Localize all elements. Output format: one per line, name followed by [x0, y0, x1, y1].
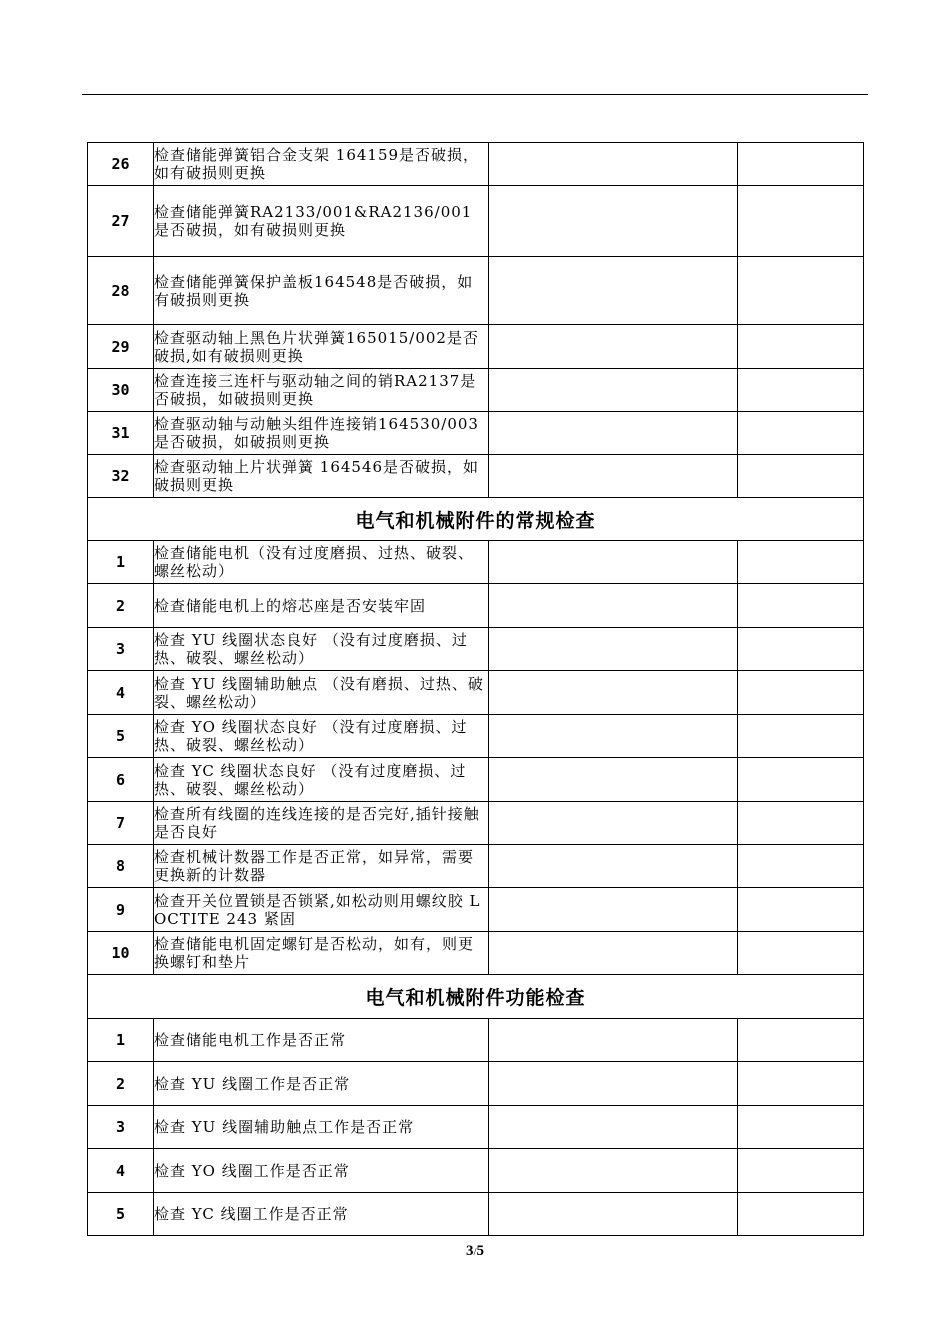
row-number: 27: [88, 186, 154, 257]
section-header-row: [88, 975, 864, 1019]
row-description: 检查储能弹簧RA2133/001&RA2136/001是否破损，如有破损则更换: [154, 186, 489, 257]
result-cell: [489, 541, 738, 584]
result-cell: [489, 1193, 738, 1236]
row-description: 检查 YC 线圈状态良好 （没有过度磨损、过热、破裂、螺丝松动）: [154, 758, 489, 802]
row-description: 检查开关位置锁是否锁紧,如松动则用螺纹胶 LOCTITE 243 紧固: [154, 888, 489, 932]
result-cell: [489, 1106, 738, 1149]
row-description: 检查 YU 线圈状态良好 （没有过度磨损、过热、破裂、螺丝松动）: [154, 628, 489, 671]
table-row: [88, 802, 864, 845]
result-cell: [489, 1149, 738, 1193]
result-cell: [489, 1019, 738, 1062]
row-number: 2: [88, 1062, 154, 1106]
result-cell: [489, 584, 738, 628]
table-row: [88, 1062, 864, 1106]
row-description: 检查连接三连杆与驱动轴之间的销RA2137是否破损，如破损则更换: [154, 369, 489, 412]
row-description: 检查储能电机上的熔芯座是否安装牢固: [154, 584, 489, 628]
result-cell: [489, 186, 738, 257]
page-current: 3: [465, 1243, 474, 1259]
row-number: 1: [88, 1019, 154, 1062]
header-rule: [82, 94, 868, 95]
row-description: 检查 YU 线圈辅助触点 （没有磨损、过热、破裂、螺丝松动）: [154, 671, 489, 715]
row-number: 4: [88, 671, 154, 715]
remark-cell: [738, 1193, 864, 1236]
remark-cell: [738, 186, 864, 257]
row-description: 检查 YO 线圈工作是否正常: [154, 1149, 489, 1193]
result-cell: [489, 758, 738, 802]
remark-cell: [738, 412, 864, 455]
table-row: [88, 455, 864, 498]
row-number: 10: [88, 932, 154, 975]
table-row: [88, 1149, 864, 1193]
section-title: 电气和机械附件功能检查: [88, 975, 864, 1019]
result-cell: [489, 455, 738, 498]
remark-cell: [738, 758, 864, 802]
remark-cell: [738, 715, 864, 758]
table-row: [88, 257, 864, 325]
table-row: [88, 628, 864, 671]
result-cell: [489, 802, 738, 845]
result-cell: [489, 257, 738, 325]
row-number: 3: [88, 628, 154, 671]
remark-cell: [738, 671, 864, 715]
table-row: [88, 143, 864, 186]
inspection-table: [87, 142, 864, 1236]
result-cell: [489, 325, 738, 369]
remark-cell: [738, 1149, 864, 1193]
result-cell: [489, 143, 738, 186]
row-description: 检查储能弹簧铝合金支架 164159是否破损，如有破损则更换: [154, 143, 489, 186]
remark-cell: [738, 628, 864, 671]
result-cell: [489, 845, 738, 888]
row-description: 检查储能弹簧保护盖板164548是否破损，如有破损则更换: [154, 257, 489, 325]
result-cell: [489, 932, 738, 975]
row-description: 检查储能电机工作是否正常: [154, 1019, 489, 1062]
row-number: 6: [88, 758, 154, 802]
remark-cell: [738, 584, 864, 628]
remark-cell: [738, 845, 864, 888]
result-cell: [489, 628, 738, 671]
table-row: [88, 186, 864, 257]
page-separator: /: [473, 1246, 477, 1258]
row-description: 检查驱动轴上片状弹簧 164546是否破损，如破损则更换: [154, 455, 489, 498]
row-number: 30: [88, 369, 154, 412]
table-row: [88, 584, 864, 628]
remark-cell: [738, 325, 864, 369]
remark-cell: [738, 802, 864, 845]
result-cell: [489, 1062, 738, 1106]
section-header-row: [88, 498, 864, 541]
row-description: 检查驱动轴与动触头组件连接销164530/003是否破损，如破损则更换: [154, 412, 489, 455]
row-number: 8: [88, 845, 154, 888]
table-row: [88, 369, 864, 412]
remark-cell: [738, 455, 864, 498]
result-cell: [489, 888, 738, 932]
row-description: 检查所有线圈的连线连接的是否完好,插针接触是否良好: [154, 802, 489, 845]
row-description: 检查 YO 线圈状态良好 （没有过度磨损、过热、破裂、螺丝松动）: [154, 715, 489, 758]
remark-cell: [738, 143, 864, 186]
row-description: 检查机械计数器工作是否正常，如异常，需要更换新的计数器: [154, 845, 489, 888]
row-description: 检查 YC 线圈工作是否正常: [154, 1193, 489, 1236]
table-row: [88, 758, 864, 802]
section-title: 电气和机械附件的常规检查: [88, 498, 864, 541]
remark-cell: [738, 369, 864, 412]
table-row: [88, 325, 864, 369]
table-row: [88, 932, 864, 975]
row-description: 检查储能电机固定螺钉是否松动，如有，则更换螺钉和垫片: [154, 932, 489, 975]
row-number: 31: [88, 412, 154, 455]
remark-cell: [738, 888, 864, 932]
table-row: [88, 845, 864, 888]
table-row: [88, 541, 864, 584]
table-row: [88, 715, 864, 758]
row-number: 3: [88, 1106, 154, 1149]
row-number: 5: [88, 1193, 154, 1236]
row-number: 1: [88, 541, 154, 584]
table-row: [88, 671, 864, 715]
page-number: [0, 1243, 950, 1260]
row-number: 29: [88, 325, 154, 369]
result-cell: [489, 412, 738, 455]
table-row: [88, 1019, 864, 1062]
remark-cell: [738, 932, 864, 975]
row-number: 4: [88, 1149, 154, 1193]
row-number: 7: [88, 802, 154, 845]
result-cell: [489, 671, 738, 715]
page-total: 5: [476, 1243, 485, 1259]
row-description: 检查 YU 线圈辅助触点工作是否正常: [154, 1106, 489, 1149]
table-row: [88, 1106, 864, 1149]
row-number: 9: [88, 888, 154, 932]
row-number: 5: [88, 715, 154, 758]
result-cell: [489, 369, 738, 412]
row-number: 32: [88, 455, 154, 498]
remark-cell: [738, 541, 864, 584]
remark-cell: [738, 1106, 864, 1149]
row-description: 检查 YU 线圈工作是否正常: [154, 1062, 489, 1106]
remark-cell: [738, 1062, 864, 1106]
table-row: [88, 888, 864, 932]
table-row: [88, 412, 864, 455]
row-number: 28: [88, 257, 154, 325]
remark-cell: [738, 1019, 864, 1062]
row-description: 检查驱动轴上黑色片状弹簧165015/002是否破损,如有破损则更换: [154, 325, 489, 369]
table-row: [88, 1193, 864, 1236]
result-cell: [489, 715, 738, 758]
row-number: 2: [88, 584, 154, 628]
row-number: 26: [88, 143, 154, 186]
remark-cell: [738, 257, 864, 325]
row-description: 检查储能电机（没有过度磨损、过热、破裂、螺丝松动）: [154, 541, 489, 584]
